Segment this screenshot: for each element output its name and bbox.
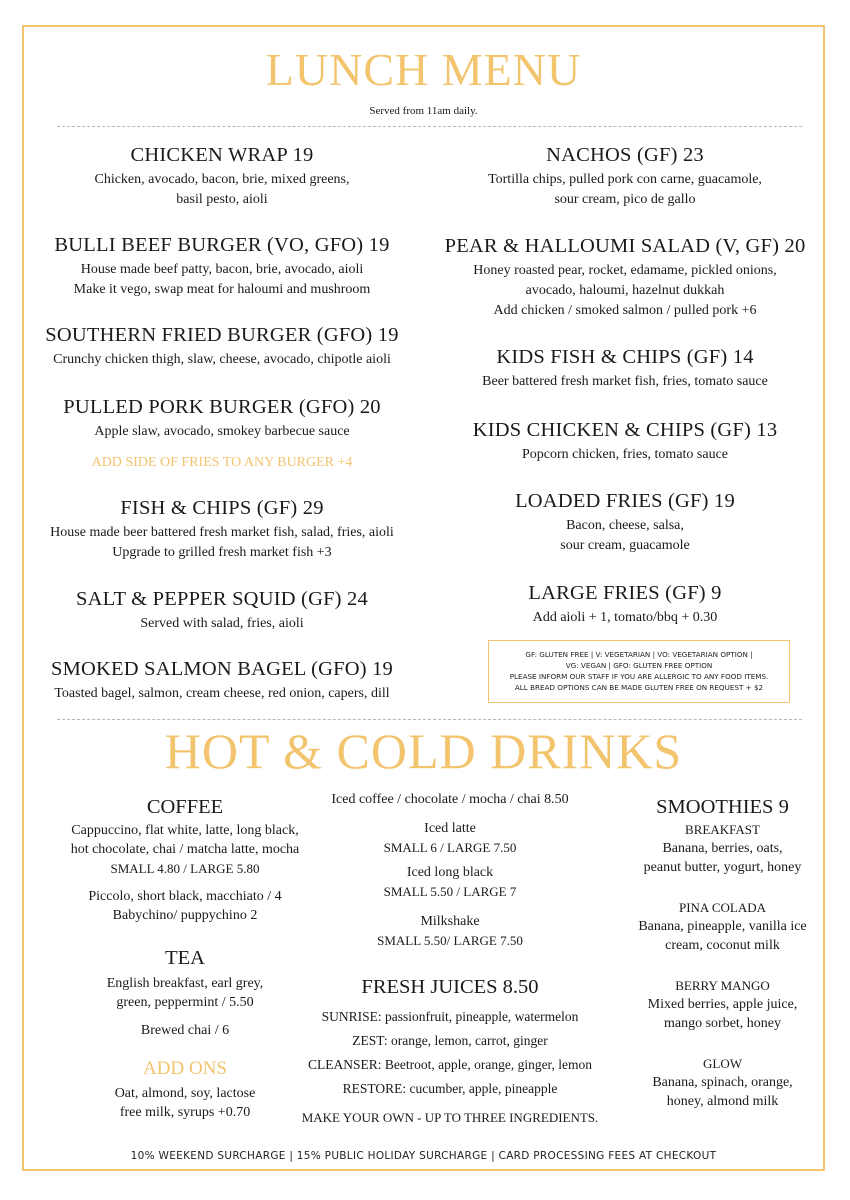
addons-heading: ADD ONS — [143, 1058, 227, 1079]
item-desc: avocado, haloumi, hazelnut dukkah — [525, 283, 725, 298]
coffee-line: hot chocolate, chai / matcha latte, mocha — [70, 842, 300, 857]
item-desc: sour cream, guacamole — [560, 538, 690, 553]
item-desc: Add aioli + 1, tomato/bbq + 0.30 — [532, 610, 718, 625]
menu-item-southern-fried-burger — [22, 323, 422, 370]
item-name: LARGE FRIES (GF) 9 — [528, 582, 722, 604]
coffee-line: Cappuccino, flat white, latte, long black, — [71, 823, 299, 838]
item-desc: Tortilla chips, pulled pork con carne, guacamole, — [488, 172, 762, 187]
tea-line: green, peppermint / 5.50 — [116, 995, 254, 1010]
notice-line: GF: GLUTEN FREE | V: VEGETARIAN | VO: VEGETARIAN OPTION | — [525, 650, 753, 659]
item-desc: Served with salad, fries, aioli — [140, 616, 304, 631]
item-name: LOADED FRIES (GF) 19 — [515, 490, 735, 512]
item-desc: Add chicken / smoked salmon / pulled pork +6 — [493, 303, 757, 318]
surcharge-footer: 10% WEEKEND SURCHARGE | 15% PUBLIC HOLIDAY SURCHARGE | CARD PROCESSING FEES AT CHECKOUT — [130, 1150, 717, 1162]
divider-top — [57, 126, 802, 127]
coffee-line: Babychino/ puppychino 2 — [112, 908, 258, 923]
smoothie-desc: cream, coconut milk — [665, 938, 780, 953]
cold-line: Iced coffee / chocolate / mocha / chai 8.50 — [331, 792, 569, 807]
cold-price: SMALL 5.50/ LARGE 7.50 — [377, 933, 523, 948]
menu-item-fish-chips — [22, 496, 422, 563]
cold-drinks-section — [290, 790, 610, 950]
notice-line: VG: VEGAN | GFO: GLUTEN FREE OPTION — [565, 661, 713, 670]
cold-line: Milkshake — [420, 914, 480, 929]
addons-line: free milk, syrups +0.70 — [119, 1105, 251, 1120]
item-desc: basil pesto, aioli — [176, 192, 268, 207]
item-desc: Popcorn chicken, fries, tomato sauce — [521, 447, 729, 462]
juice-line: ZEST: orange, lemon, carrot, ginger — [352, 1033, 548, 1048]
smoothie-name: BREAKFAST — [685, 822, 760, 837]
menu-item-bulli-beef-burger — [22, 233, 422, 300]
smoothie-desc: Mixed berries, apple juice, — [647, 997, 798, 1012]
tea-line: English breakfast, earl grey, — [106, 976, 264, 991]
item-desc: Crunchy chicken thigh, slaw, cheese, avocado, chipotle aioli — [53, 352, 391, 367]
juice-make-own: MAKE YOUR OWN - UP TO THREE INGREDIENTS. — [301, 1110, 599, 1125]
item-desc: sour cream, pico de gallo — [554, 192, 696, 207]
smoothie-desc: mango sorbet, honey — [663, 1016, 782, 1031]
smoothie-desc: honey, almond milk — [666, 1094, 779, 1109]
menu-item-smoked-salmon-bagel — [22, 657, 422, 704]
menu-item-pear-halloumi-salad — [440, 234, 810, 321]
menu-item-salt-pepper-squid — [22, 587, 422, 634]
lunch-subtitle: Served from 11am daily. — [369, 105, 478, 117]
item-name: KIDS FISH & CHIPS (GF) 14 — [496, 346, 754, 368]
menu-item-large-fries — [440, 581, 810, 628]
smoothie-desc: peanut butter, yogurt, honey — [643, 860, 802, 875]
juices-section — [280, 975, 620, 1127]
item-desc: House made beef patty, bacon, brie, avocado, aioli — [80, 262, 364, 277]
item-name: SMOKED SALMON BAGEL (GFO) 19 — [51, 658, 393, 680]
item-name: PEAR & HALLOUMI SALAD (V, GF) 20 — [444, 235, 806, 257]
juice-line: SUNRISE: passionfruit, pineapple, watermelon — [321, 1009, 579, 1024]
cold-price: SMALL 6 / LARGE 7.50 — [383, 840, 517, 855]
item-desc: Apple slaw, avocado, smokey barbecue sauce — [94, 424, 350, 439]
item-desc: Bacon, cheese, salsa, — [566, 518, 684, 533]
item-name: CHICKEN WRAP 19 — [130, 144, 314, 166]
menu-item-pulled-pork-burger — [22, 395, 422, 442]
item-name: BULLI BEEF BURGER (VO, GFO) 19 — [54, 234, 390, 256]
menu-item-loaded-fries — [440, 489, 810, 556]
item-desc: Make it vego, swap meat for haloumi and mushroom — [73, 282, 371, 297]
item-name: PULLED PORK BURGER (GFO) 20 — [63, 396, 381, 418]
smoothies-section — [620, 795, 825, 1111]
cold-line: Iced long black — [406, 865, 494, 880]
addons-line: Oat, almond, soy, lactose — [114, 1086, 256, 1101]
item-desc: Beer battered fresh market fish, fries, tomato sauce — [482, 374, 768, 389]
item-desc: Upgrade to grilled fresh market fish +3 — [112, 545, 332, 560]
smoothies-heading: SMOOTHIES 9 — [656, 796, 789, 818]
item-desc: Honey roasted pear, rocket, edamame, pickled onions, — [473, 263, 777, 278]
juice-line: CLEANSER: Beetroot, apple, orange, ginger, lemon — [307, 1057, 593, 1072]
item-name: SOUTHERN FRIED BURGER (GFO) 19 — [45, 324, 399, 346]
menu-item-nachos — [440, 143, 810, 210]
item-name: SALT & PEPPER SQUID (GF) 24 — [76, 588, 368, 610]
smoothie-desc: Banana, pineapple, vanilla ice — [638, 919, 807, 934]
menu-item-chicken-wrap — [22, 143, 422, 210]
smoothie-name: BERRY MANGO — [675, 978, 770, 993]
cold-line: Iced latte — [424, 821, 476, 836]
smoothie-desc: Banana, berries, oats, — [662, 841, 783, 856]
notice-line: ALL BREAD OPTIONS CAN BE MADE GLUTEN FREE ON REQUEST + $2 — [514, 683, 764, 692]
cold-price: SMALL 5.50 / LARGE 7 — [383, 884, 517, 899]
coffee-price: SMALL 4.80 / LARGE 5.80 — [110, 861, 260, 876]
item-desc: Toasted bagel, salmon, cream cheese, red onion, capers, dill — [54, 686, 390, 701]
divider-middle — [57, 719, 802, 720]
smoothie-desc: Banana, spinach, orange, — [652, 1075, 793, 1090]
menu-item-kids-chicken-chips — [440, 418, 810, 465]
chai-line: Brewed chai / 6 — [140, 1023, 230, 1038]
coffee-line: Piccolo, short black, macchiato / 4 — [88, 889, 282, 904]
item-name: NACHOS (GF) 23 — [546, 144, 704, 166]
juice-line: RESTORE: cucumber, apple, pineapple — [342, 1081, 558, 1096]
drinks-title: HOT & COLD DRINKS — [164, 723, 683, 779]
item-name: FISH & CHIPS (GF) 29 — [120, 497, 324, 519]
fries-addon-note: ADD SIDE OF FRIES TO ANY BURGER +4 — [91, 455, 353, 470]
smoothie-name: PINA COLADA — [678, 900, 767, 915]
menu-item-kids-fish-chips — [440, 345, 810, 392]
smoothie-name: GLOW — [703, 1056, 742, 1071]
juices-heading: FRESH JUICES 8.50 — [361, 976, 539, 998]
tea-heading: TEA — [165, 947, 205, 969]
notice-line: PLEASE INFORM OUR STAFF IF YOU ARE ALLERGIC TO ANY FOOD ITEMS. — [509, 672, 769, 681]
lunch-menu-title: LUNCH MENU — [265, 44, 582, 95]
dietary-notice-box — [488, 640, 790, 703]
item-desc: Chicken, avocado, bacon, brie, mixed greens, — [94, 172, 350, 187]
item-desc: House made beer battered fresh market fish, salad, fries, aioli — [50, 525, 394, 540]
item-name: KIDS CHICKEN & CHIPS (GF) 13 — [472, 419, 778, 441]
coffee-heading: COFFEE — [146, 796, 224, 818]
